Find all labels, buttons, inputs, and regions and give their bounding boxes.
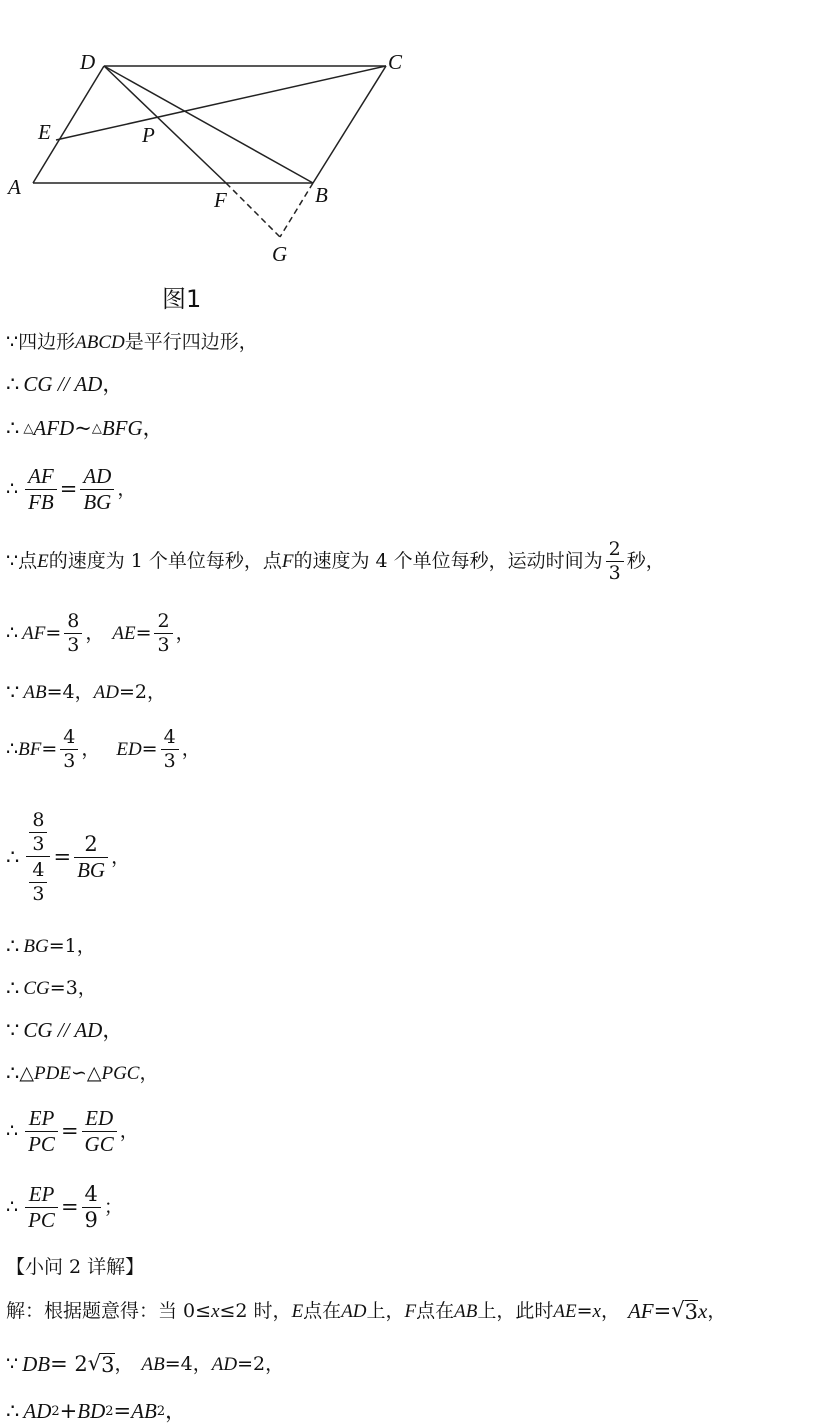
therefore-symbol: ∴ <box>6 975 20 1000</box>
fraction: $\frac{4}{3}$ <box>161 728 179 771</box>
proof-line-14: ∴ $\frac{EP}{PC}$ = $\frac{ED}{GC}$ ， <box>6 1105 139 1156</box>
fraction: $\frac{8}{3}$ <box>64 612 82 655</box>
fraction: $\frac{2}{BG}$ <box>74 834 108 881</box>
figure-caption: 图1 <box>162 285 202 313</box>
proof-line-8: ∴ BF = $\frac{4}{3}$ ， ED = $\frac{4}{3}$ ， <box>6 725 201 772</box>
complex-fraction: $\frac{\frac{8}{3}}{\frac{4}{3}}$ <box>26 811 50 904</box>
proof-line-4: ∴ $\frac{AF}{FB}$ = $\frac{AD}{BG}$ ， <box>6 463 137 514</box>
point-label-p: P <box>142 123 155 147</box>
because-symbol: ∵ <box>6 1017 20 1042</box>
therefore-symbol: ∴ <box>6 621 19 644</box>
because-symbol: ∵ <box>6 330 19 353</box>
proof-line-13: ∴ △ PDE ∽ △ PGC ， <box>6 1060 159 1085</box>
segment-fg <box>226 183 280 237</box>
because-symbol: ∵ <box>6 1352 19 1375</box>
fraction: $\frac{AD}{BG}$ <box>80 466 114 513</box>
point-label-b: B <box>315 183 328 207</box>
segment-bc <box>313 66 386 183</box>
section-heading: 【小问 2 详解】 <box>6 1255 145 1278</box>
fraction: $\frac{EP}{PC}$ <box>25 1108 58 1155</box>
proof-line-18: ∵ DB = 2 √ 3 ， AB =4， AD =2， <box>6 1350 285 1377</box>
fraction: $\frac{ED}{GC}$ <box>82 1108 117 1155</box>
because-symbol: ∵ <box>6 549 19 572</box>
proof-line-1: ∵ 四边形 ABCD 是平行四边形， <box>6 330 258 353</box>
point-label-f: F <box>214 188 227 212</box>
therefore-symbol: ∴ <box>6 1195 19 1218</box>
therefore-symbol: ∴ <box>6 477 19 500</box>
fraction: $\frac{4}{3}$ <box>60 728 78 771</box>
fraction: $\frac{4}{9}$ <box>82 1184 101 1231</box>
proof-line-15: ∴ $\frac{EP}{PC}$ = $\frac{4}{9}$ ； <box>6 1181 123 1232</box>
segment-ec <box>56 66 386 140</box>
point-label-e: E <box>38 120 51 144</box>
because-symbol: ∵ <box>6 679 20 704</box>
therefore-symbol: ∴ <box>6 844 20 869</box>
proof-line-17: 解：根据题意得：当 0≤ x ≤2 时， E 点在 AD 上， F 点在 AB 上，此时 AE = x ， AF = √ 3 x ， <box>6 1297 727 1324</box>
proof-line-11: ∴ CG =3， <box>6 975 97 1000</box>
fraction: $\frac{AF}{FB}$ <box>25 466 57 513</box>
therefore-symbol: ∴ <box>6 371 20 396</box>
square-root: √ 3 <box>671 1297 699 1324</box>
point-label-c: C <box>388 50 403 74</box>
fraction: $\frac{EP}{PC}$ <box>25 1184 58 1231</box>
point-label-a: A <box>8 175 21 199</box>
geometry-figure <box>0 0 828 320</box>
therefore-symbol: ∴ <box>6 933 20 958</box>
fraction: $\frac{2}{3}$ <box>606 540 624 583</box>
proof-line-2: ∴ CG // AD ， <box>6 371 124 396</box>
proof-line-10: ∴ BG =1， <box>6 933 96 958</box>
proof-line-9: ∴ $\frac{\frac{8}{3}}{\frac{4}{3}}$ = $\frac{2}{BG}$ ， <box>6 808 131 905</box>
therefore-symbol: ∴ <box>6 1119 19 1142</box>
therefore-symbol: ∴ <box>6 1060 20 1085</box>
therefore-symbol: ∴ <box>6 1398 20 1423</box>
point-label-d: D <box>80 50 96 74</box>
proof-line-3: ∴ △ AFD ~ △ BFG ， <box>6 415 164 440</box>
proof-line-7: ∵ AB =4， AD =2， <box>6 679 166 704</box>
segment-bg <box>280 183 313 237</box>
proof-line-19: ∴ AD 2 + BD 2 = AB 2 ， <box>6 1398 187 1423</box>
proof-line-6: ∴ AF = $\frac{8}{3}$ ， AE = $\frac{2}{3}$ ， <box>6 609 195 656</box>
point-label-g: G <box>272 242 288 266</box>
square-root: √ 3 <box>87 1350 115 1377</box>
proof-line-12: ∵ CG // AD ， <box>6 1017 124 1042</box>
fraction: $\frac{2}{3}$ <box>154 612 172 655</box>
therefore-symbol: ∴ <box>6 737 19 760</box>
proof-line-5: ∵ 点 E 的速度为 1 个单位每秒，点 F 的速度为 4 个单位每秒，运动时间为 $\frac{2}{3}$ 秒， <box>6 537 665 584</box>
parallelogram-diagram <box>0 0 828 320</box>
therefore-symbol: ∴ <box>6 415 20 440</box>
